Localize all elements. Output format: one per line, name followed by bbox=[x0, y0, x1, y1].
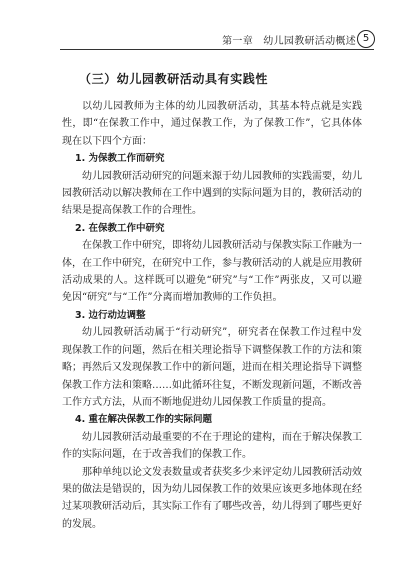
point-1-title: 1. 为保教工作而研究 bbox=[75, 153, 165, 165]
section-body bbox=[62, 98, 362, 533]
intro-paragraph: 以幼儿园教师为主体的幼儿园教研活动，其基本特点就是实践性，即“在保教工作中，通过保教工作，为了保教工作”，它具体体现在以下四个方面： bbox=[62, 101, 362, 147]
running-header bbox=[0, 30, 400, 50]
point-1-paragraph: 幼儿园教研活动研究的问题来源于幼儿园教师的实践需要，幼儿园教研活动以解决教师在工作中遇到的实际问题为目的，教研活动的结果是提高保教工作的合理性。 bbox=[62, 170, 362, 217]
point-3-paragraph: 幼儿园教研活动属于“行动研究”，研究者在保教工作过程中发现保教工作的问题，然后在相关理论指导下调整保教工作的方法和策略；再然后又发现保教工作中的新问题，进而在相关理论指导下调整保教工作方法和策略……如此循环往复，不断发现新问题，不断改善工作方式方法，从而不断地促进幼儿园保教工作质量的提高。 bbox=[62, 327, 362, 408]
point-2-paragraph: 在保教工作中研究，即将幼儿园教研活动与保教实际工作融为一体，在工作中研究，在研究中工作，参与教研活动的人就是应用教研活动成果的人。这样既可以避免“研究”与“工作”两张皮，又可以避免因“研究”与“工作”分离而增加教师的工作负担。 bbox=[62, 240, 362, 304]
header-rule bbox=[60, 49, 374, 50]
point-3-title: 3. 边行动边调整 bbox=[75, 309, 146, 321]
page-number: 5 bbox=[357, 30, 375, 48]
point-4-title: 4. 重在解决保教工作的实际问题 bbox=[75, 414, 213, 426]
point-2-title: 2. 在保教工作中研究 bbox=[75, 222, 165, 234]
section-heading: （三）幼儿园教研活动具有实践性 bbox=[79, 72, 269, 86]
chapter-title: 第一章 幼儿园教研活动概述 bbox=[222, 36, 356, 47]
point-4-paragraph-2: 那种单纯以论文发表数量或者获奖多少来评定幼儿园教研活动效果的做法是错误的，因为幼儿园保教工作的效果应该更多地体现在经过某项教研活动后，其实际工作有了哪些改善，幼儿得到了哪些更好的发展。 bbox=[62, 466, 362, 530]
point-4-paragraph-1: 幼儿园教研活动最重要的不在于理论的建构，而在于解决保教工作的实际问题，在于改善我们的保教工作。 bbox=[62, 431, 362, 461]
